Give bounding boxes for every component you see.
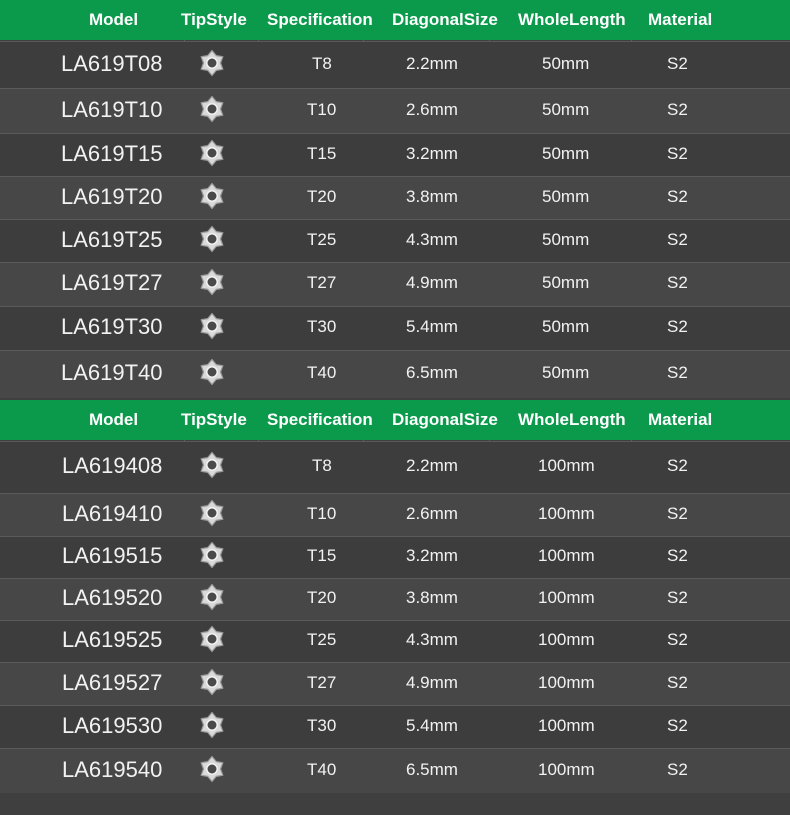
column-header: Material <box>648 410 713 429</box>
diagonal-size-cell: 2.6mm <box>406 100 458 119</box>
torx-star-icon <box>198 583 226 611</box>
specification-cell: T25 <box>307 230 337 249</box>
specification-cell: T40 <box>307 760 337 779</box>
whole-length-cell: 50mm <box>542 144 590 163</box>
whole-length-cell: 100mm <box>538 760 595 779</box>
torx-star-icon <box>198 95 226 123</box>
diagonal-size-cell: 4.9mm <box>406 273 458 292</box>
material-cell: S2 <box>667 144 688 163</box>
material-cell: S2 <box>667 630 688 649</box>
material-cell: S2 <box>667 673 688 692</box>
torx-star-icon <box>198 358 226 386</box>
whole-length-cell: 100mm <box>538 673 595 692</box>
torx-star-icon <box>198 49 226 77</box>
model-cell: LA619T10 <box>61 97 163 122</box>
model-cell: LA619525 <box>62 627 163 652</box>
whole-length-cell: 100mm <box>538 588 595 607</box>
diagonal-size-cell: 2.2mm <box>406 456 458 475</box>
material-cell: S2 <box>667 760 688 779</box>
specification-cell: T27 <box>307 273 337 292</box>
material-cell: S2 <box>667 187 688 206</box>
torx-star-icon <box>198 225 226 253</box>
table-header <box>0 0 790 40</box>
specification-cell: T27 <box>307 673 337 692</box>
model-cell: LA619T08 <box>61 51 163 76</box>
material-cell: S2 <box>667 456 688 475</box>
whole-length-cell: 50mm <box>542 100 590 119</box>
diagonal-size-cell: 5.4mm <box>406 317 458 336</box>
model-cell: LA619408 <box>62 453 163 478</box>
torx-star-icon <box>198 541 226 569</box>
material-cell: S2 <box>667 317 688 336</box>
specification-cell: T30 <box>307 317 337 336</box>
torx-star-icon <box>198 668 226 696</box>
column-header: Specification <box>267 410 373 429</box>
whole-length-cell: 50mm <box>542 230 590 249</box>
whole-length-cell: 100mm <box>538 456 595 475</box>
diagonal-size-cell: 2.2mm <box>406 54 458 73</box>
material-cell: S2 <box>667 54 688 73</box>
torx-star-icon <box>198 182 226 210</box>
column-header: Model <box>89 410 139 429</box>
table-header <box>0 400 790 440</box>
torx-star-icon <box>198 139 226 167</box>
material-cell: S2 <box>667 588 688 607</box>
model-cell: LA619T20 <box>61 184 163 209</box>
diagonal-size-cell: 6.5mm <box>406 363 458 382</box>
model-cell: LA619540 <box>62 757 163 782</box>
model-cell: LA619T15 <box>61 141 163 166</box>
column-header: TipStyle <box>181 410 247 429</box>
material-cell: S2 <box>667 230 688 249</box>
column-header: Model <box>89 10 139 29</box>
column-header: WholeLength <box>518 10 626 29</box>
specification-cell: T20 <box>307 187 337 206</box>
material-cell: S2 <box>667 363 688 382</box>
material-cell: S2 <box>667 546 688 565</box>
diagonal-size-cell: 4.3mm <box>406 230 458 249</box>
diagonal-size-cell: 4.3mm <box>406 630 458 649</box>
model-cell: LA619T25 <box>61 227 163 252</box>
column-header: DiagonalSize <box>392 10 498 29</box>
specification-cell: T40 <box>307 363 337 382</box>
torx-star-icon <box>198 711 226 739</box>
model-cell: LA619530 <box>62 713 163 738</box>
whole-length-cell: 100mm <box>538 546 595 565</box>
material-cell: S2 <box>667 273 688 292</box>
diagonal-size-cell: 6.5mm <box>406 760 458 779</box>
specification-cell: T10 <box>307 504 337 523</box>
specification-cell: T8 <box>312 456 332 475</box>
model-cell: LA619T40 <box>61 360 163 385</box>
column-header: Specification <box>267 10 373 29</box>
whole-length-cell: 50mm <box>542 363 590 382</box>
column-header: DiagonalSize <box>392 410 498 429</box>
whole-length-cell: 50mm <box>542 54 590 73</box>
diagonal-size-cell: 3.8mm <box>406 588 458 607</box>
torx-star-icon <box>198 625 226 653</box>
diagonal-size-cell: 5.4mm <box>406 716 458 735</box>
model-cell: LA619515 <box>62 543 163 568</box>
column-header: TipStyle <box>181 10 247 29</box>
column-header: Material <box>648 10 713 29</box>
whole-length-cell: 50mm <box>542 273 590 292</box>
whole-length-cell: 100mm <box>538 716 595 735</box>
torx-star-icon <box>198 312 226 340</box>
whole-length-cell: 50mm <box>542 187 590 206</box>
whole-length-cell: 50mm <box>542 317 590 336</box>
torx-star-icon <box>198 451 226 479</box>
diagonal-size-cell: 4.9mm <box>406 673 458 692</box>
specification-cell: T15 <box>307 144 337 163</box>
specification-cell: T8 <box>312 54 332 73</box>
material-cell: S2 <box>667 100 688 119</box>
whole-length-cell: 100mm <box>538 630 595 649</box>
specification-cell: T10 <box>307 100 337 119</box>
material-cell: S2 <box>667 504 688 523</box>
diagonal-size-cell: 3.2mm <box>406 144 458 163</box>
model-cell: LA619520 <box>62 585 163 610</box>
specification-cell: T15 <box>307 546 337 565</box>
model-cell: LA619T30 <box>61 314 163 339</box>
torx-star-icon <box>198 268 226 296</box>
material-cell: S2 <box>667 716 688 735</box>
specification-cell: T20 <box>307 588 337 607</box>
specification-cell: T25 <box>307 630 337 649</box>
column-header: WholeLength <box>518 410 626 429</box>
model-cell: LA619527 <box>62 670 163 695</box>
model-cell: LA619T27 <box>61 270 163 295</box>
torx-star-icon <box>198 499 226 527</box>
whole-length-cell: 100mm <box>538 504 595 523</box>
model-cell: LA619410 <box>62 501 163 526</box>
diagonal-size-cell: 3.2mm <box>406 546 458 565</box>
torx-star-icon <box>198 755 226 783</box>
specification-cell: T30 <box>307 716 337 735</box>
diagonal-size-cell: 3.8mm <box>406 187 458 206</box>
diagonal-size-cell: 2.6mm <box>406 504 458 523</box>
